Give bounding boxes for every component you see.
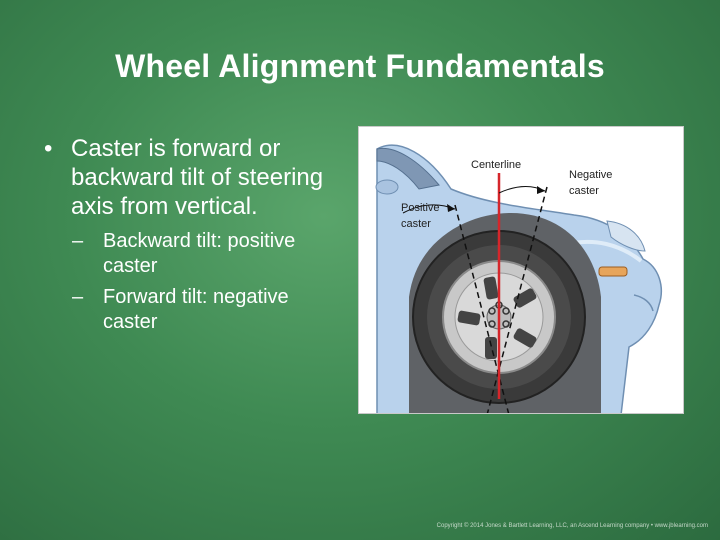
sub-bullet-text: Backward tilt: positive caster — [103, 230, 296, 277]
caster-illustration — [359, 127, 684, 414]
negative-caster-label-line1: Negative — [569, 169, 613, 181]
caster-diagram — [358, 126, 684, 414]
side-mirror — [376, 180, 398, 194]
sub-bullet-forward-tilt — [72, 285, 344, 335]
centerline-label: Centerline — [471, 159, 522, 171]
sub-bullet-mark: – — [72, 286, 84, 308]
sub-bullet-mark: – — [72, 230, 84, 252]
positive-caster-label-line2: caster — [401, 218, 431, 230]
bullet-list — [44, 134, 344, 335]
slide-title: Wheel Alignment Fundamentals — [115, 48, 605, 84]
negative-caster-label-line2: caster — [569, 185, 599, 197]
bullet-mark: • — [44, 135, 53, 162]
bullet-text: Caster is forward or backward tilt of steering axis from vertical. — [71, 135, 324, 220]
sub-bullet-backward-tilt — [72, 229, 344, 279]
positive-caster-label-line1: Positive — [401, 202, 440, 214]
sub-bullet-text: Forward tilt: negative caster — [103, 286, 289, 333]
turn-signal — [599, 267, 627, 276]
bullet-caster-definition — [44, 134, 344, 221]
copyright-footer: Copyright © 2014 Jones & Bartlett Learning, LLC, an Ascend Learning company • www.jblearning.com — [436, 523, 708, 529]
